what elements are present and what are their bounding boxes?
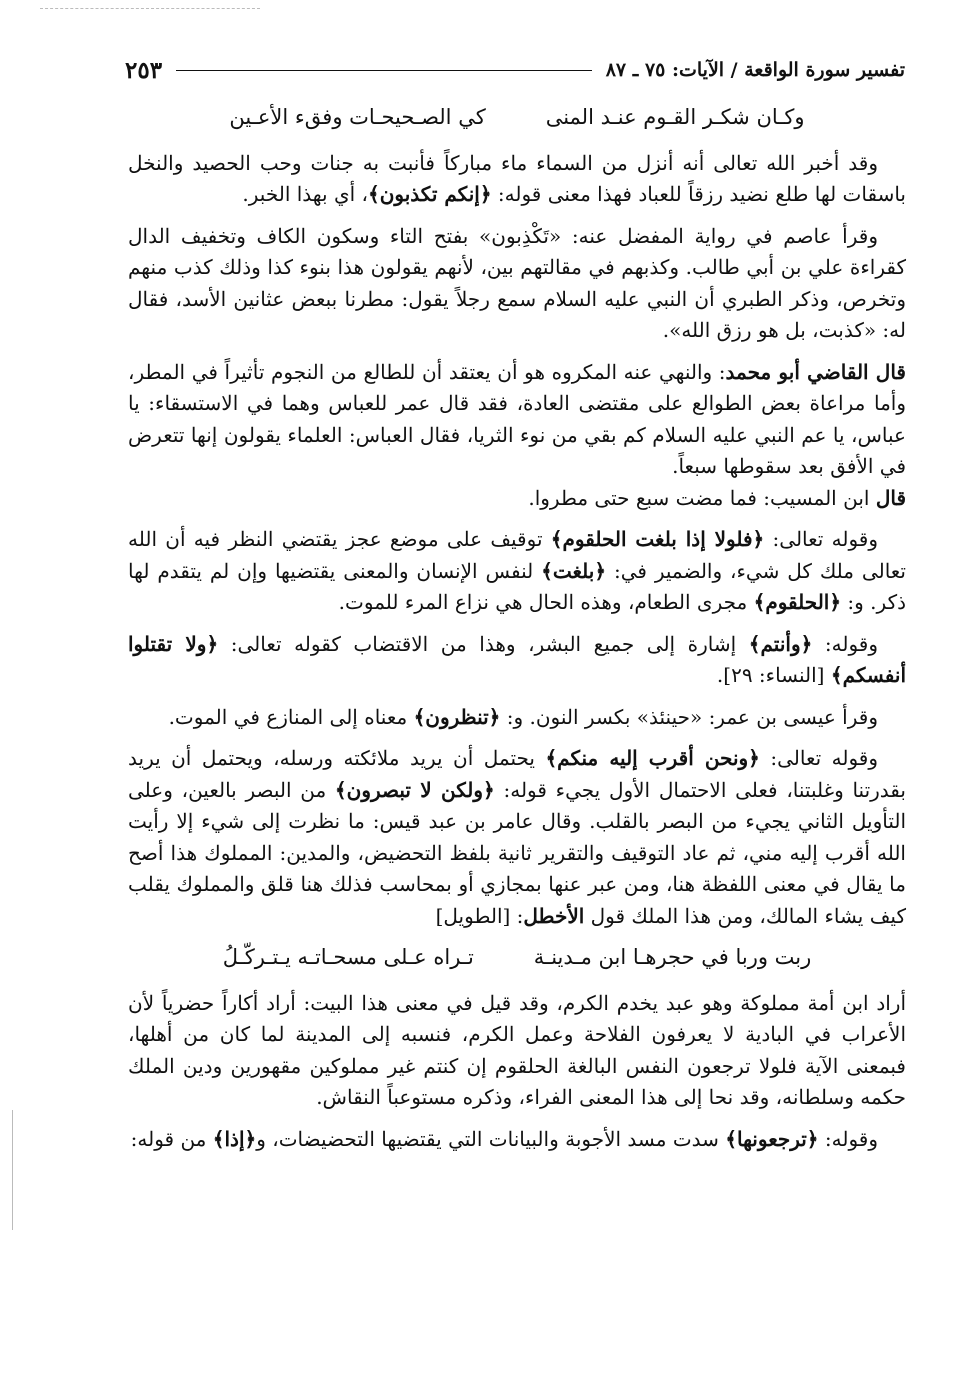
quran-quote: ﴿وأنتم﴾ (748, 631, 813, 656)
running-header (125, 50, 905, 90)
quran-quote: ﴿ولكن لا تبصرون﴾ (334, 777, 495, 802)
speaker-label: قال (875, 485, 906, 510)
quran-quote: ﴿إنكم تكذبون﴾ (367, 182, 492, 206)
quran-quote: ﴿بلغت﴾ (541, 558, 607, 583)
scan-artifact-top (40, 8, 260, 9)
paragraph-7: وقوله تعالى: ﴿ونحن أقرب إليه منكم﴾ يحتمل أن يريد ملائكته ورسله، ويحتمل أن يريد بقدرتنا وغلبتنا، فعلى الاحتمال الأول يجيء قوله: ﴿ولكن لا تبصرون﴾ من البصر بالعين، وعلى التأويل الثاني يجيء من البصر بالقلب. وقال عامر بن عبد قيس: ما نظرت إلى شيء إلا رأيت الله أقرب إليه مني، ثم عاد التوقيف والتقرير ثانية بلفظ التحضيض، والمدين: المملوك هذا أصح ما يقال في معنى اللفظة هنا، ومن عبر عنها بمجازي أو بمحاسب فذلك هنا قلق والمملوك يقلب كيف يشاء المالك، ومن هذا الملك قول الأخطل: [الطويل] (128, 746, 906, 928)
paragraph-2: وقرأ عاصم في رواية المفضل عنه: «تَكْذِبون» بفتح التاء وسكون الكاف وتخفيف الدال كقراءة علي بن أبي طالب. وكذبهم في مقالتهم بين، لأنهم يقولون هذا بنوء كذا وذلك كذب منهم وتخرص، وذكر الطبري أن النبي عليه السلام سمع رجلاً يقول: مطرنا ببعض عثانين الأسد، فقال له: «كذبت، بل هو رزق الله». (128, 223, 906, 342)
paragraph-3: قال القاضي أبو محمد: والنهي عنه المكروه هو أن يعتقد أن للطالع من النجوم تأثيراً في المطر، وأما مراعاة بعض الطوالع على مقتضى العادة، فقد قال عمر للعباس وهما في الاستسقاء: يا عباس، يا عم النبي عليه السلام كم بقي من نوء الثريا، فقال العباس: العلماء يقولون إنها تتعرض في الأفق بعد سقوطها سبعاً. قال ابن المسيب: فما مضت سبع حتى مطروا. (128, 359, 906, 510)
author-label: قال القاضي أبو محمد (725, 359, 906, 384)
poet-name: الأخطل (523, 903, 585, 928)
quran-quote: ﴿ترجعونها﴾ (725, 1126, 819, 1151)
quran-quote: ﴿الحلقوم﴾ (753, 590, 842, 614)
poetry-verse-2 (128, 942, 906, 974)
verse-1-hemistich-2: كي الصـحيحـات وفقء الأعـين (229, 105, 486, 129)
paragraph-5: وقوله: ﴿وأنتم﴾ إشارة إلى جميع البشر، وهذا من الاقتضاب كقوله تعالى: ﴿ولا تقتلوا أنفسكم﴾ [النساء: ٢٩]. (128, 631, 906, 687)
header-rule (176, 70, 592, 71)
quran-quote: ﴿ونحن أقرب إليه منكم﴾ (545, 746, 760, 770)
text-body (128, 96, 906, 1165)
scan-artifact-left (12, 1110, 13, 1230)
quran-quote: ﴿فلولا إذا بلغت الحلقوم﴾ (550, 527, 765, 551)
paragraph-9: وقوله: ﴿ترجعونها﴾ سدت مسد الأجوبة والبيانات التي يقتضيها التحضيضات، و﴿إذا﴾ من قوله: (130, 1126, 878, 1151)
paragraph-1: وقد أخبر الله تعالى أنه أنزل من السماء ماء مباركاً فأنبت به جنات وحب الحصيد والنخل باسقات لها طلع نضيد رزقاً للعباد فهذا معنى قوله: ﴿إنكم تكذبون﴾، أي بهذا الخبر. (128, 150, 906, 206)
paragraph-8: أراد ابن أمة مملوكة وهو عبد يخدم الكرم، وقد قيل في معنى هذا البيت: أراد أكاراً حضرياً لأن الأعراب في البادية لا يعرفون الفلاحة وعمل الكرم، فنسبه إلى المدينة لما كان من أهلها، فبمعنى الآية فلولا ترجعون النفس البالغة الحلقوم إن كنتم غير مملوكين مقهورين ودين الملك حكمه وسلطانه، وقد نحا إلى هذا المعنى الفراء، وذكره مستوعباً النقاش. (128, 990, 906, 1109)
quran-quote: ﴿إذا﴾ (212, 1126, 257, 1151)
running-title: تفسير سورة الواقعة / الآيات: ٧٥ ـ ٨٧ (605, 59, 905, 81)
paragraph-4: وقوله تعالى: ﴿فلولا إذا بلغت الحلقوم﴾ توقيف على موضع عجز يقتضي النظر فيه أن الله تعالى ملك كل شيء، والضمير في: ﴿بلغت﴾ لنفس الإنسان والمعنى يقتضيها وإن لم يتقدم لها ذكر. و: ﴿الحلقوم﴾ مجرى الطعام، وهذه الحال هي نزاع المرء للموت. (128, 527, 906, 614)
paragraph-6: وقرأ عيسى بن عمر: «حينئذ» بكسر النون. و: ﴿تنظرون﴾ معناه إلى المنازع في الموت. (168, 704, 878, 729)
quran-quote: ﴿ولا تقتلوا أنفسكم﴾ (128, 631, 906, 687)
page-number: ٢٥٣ (125, 56, 163, 84)
quran-quote: ﴿تنظرون﴾ (413, 704, 501, 729)
verse-2-hemistich-2: تـراه عـلى مسحـاتـه يـتـركّـلُ (222, 945, 474, 969)
verse-2-hemistich-1: ربت وربا في حجرهـا ابن مـدينـة (533, 945, 812, 969)
verse-1-hemistich-1: وكـان شكـر القـوم عنـد المنى (545, 105, 805, 129)
poetry-verse-1 (128, 102, 906, 134)
